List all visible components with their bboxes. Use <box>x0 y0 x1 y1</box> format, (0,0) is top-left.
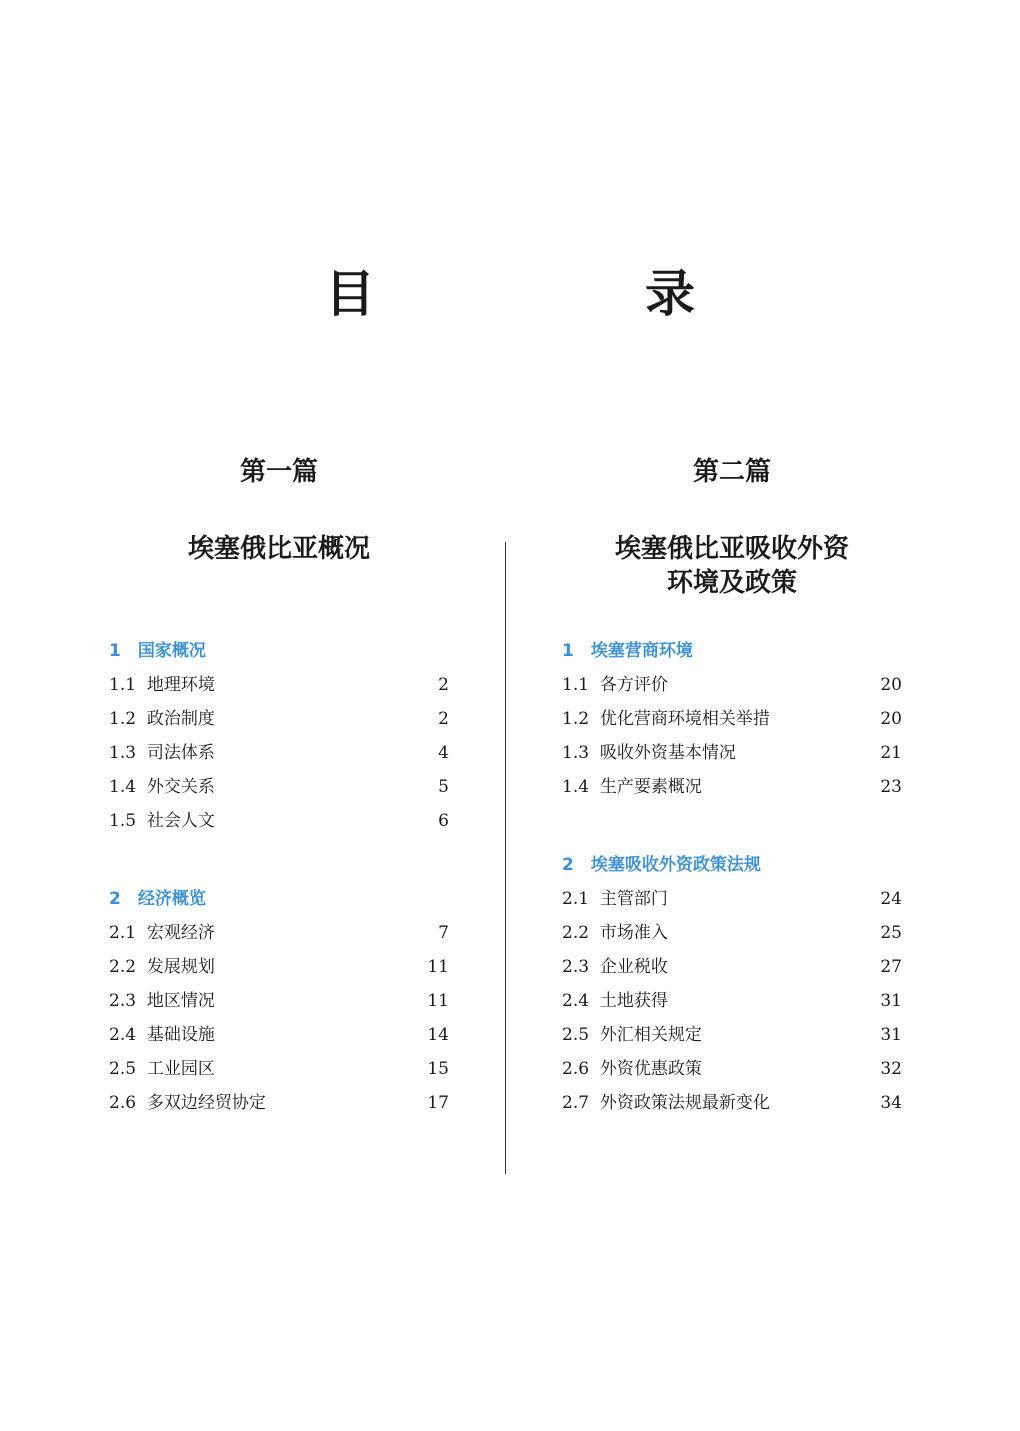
toc-entry-page-number: 17 <box>427 1093 449 1113</box>
toc-column-right <box>562 450 902 1164</box>
toc-entry[interactable] <box>562 1086 902 1120</box>
toc-entry-page-number: 24 <box>880 889 902 909</box>
section-heading[interactable]: 1 国家概况 <box>109 641 206 661</box>
toc-entry[interactable] <box>109 984 449 1018</box>
toc-entry-page-number: 11 <box>427 957 449 977</box>
toc-entry-title: 1.1 地理环境 <box>109 675 215 695</box>
toc-entry-title: 1.4 生产要素概况 <box>562 777 702 797</box>
toc-entry[interactable] <box>562 736 902 770</box>
toc-entry-page-number: 20 <box>880 709 902 729</box>
toc-entry-title: 2.6 外资优惠政策 <box>562 1059 702 1079</box>
toc-entry-title: 2.6 多双边经贸协定 <box>109 1093 266 1113</box>
toc-entry-page-number: 34 <box>880 1093 902 1113</box>
toc-entry-page-number: 32 <box>880 1059 902 1079</box>
toc-entry-title: 2.3 企业税收 <box>562 957 668 977</box>
toc-entry-title: 1.3 司法体系 <box>109 743 215 763</box>
page-title: 目 录 <box>325 264 805 323</box>
toc-entry-page-number: 5 <box>438 777 449 797</box>
toc-column-left <box>109 450 449 1164</box>
toc-sections <box>562 634 902 1120</box>
toc-entry-title: 1.1 各方评价 <box>562 675 668 695</box>
toc-entry[interactable] <box>109 804 449 838</box>
toc-entry-title: 2.5 外汇相关规定 <box>562 1025 702 1045</box>
column-divider <box>505 542 506 1174</box>
part-title-line: 埃塞俄比亚概况 <box>187 534 370 564</box>
toc-entry[interactable] <box>562 770 902 804</box>
part-title <box>109 532 449 634</box>
toc-entry-page-number: 14 <box>427 1025 449 1045</box>
toc-section <box>109 882 449 1120</box>
toc-entry-title: 1.3 吸收外资基本情况 <box>562 743 736 763</box>
toc-entry-page-number: 21 <box>880 743 902 763</box>
toc-entry[interactable] <box>562 984 902 1018</box>
toc-entry-page-number: 4 <box>438 743 449 763</box>
toc-entry-page-number: 20 <box>880 675 902 695</box>
toc-entry-title: 1.2 政治制度 <box>109 709 215 729</box>
toc-entry[interactable] <box>109 736 449 770</box>
toc-entry[interactable] <box>562 668 902 702</box>
toc-entry-page-number: 27 <box>880 957 902 977</box>
toc-entry-page-number: 15 <box>427 1059 449 1079</box>
toc-entry[interactable] <box>562 702 902 736</box>
toc-entry-page-number: 7 <box>438 923 449 943</box>
toc-entry-title: 2.2 市场准入 <box>562 923 668 943</box>
toc-section <box>562 634 902 804</box>
toc-entry[interactable] <box>109 770 449 804</box>
toc-entry[interactable] <box>109 950 449 984</box>
toc-entry[interactable] <box>562 1052 902 1086</box>
toc-sections <box>109 634 449 1120</box>
toc-entry[interactable] <box>109 668 449 702</box>
part-title-line: 埃塞俄比亚吸收外资 <box>614 534 849 564</box>
toc-entry-title: 1.5 社会人文 <box>109 811 215 831</box>
toc-entry-title: 2.2 发展规划 <box>109 957 215 977</box>
toc-entry-page-number: 2 <box>438 675 449 695</box>
toc-section <box>562 848 902 1120</box>
section-heading[interactable]: 1 埃塞营商环境 <box>562 641 693 661</box>
part-label: 第二篇 <box>692 457 771 487</box>
toc-entry-page-number: 25 <box>880 923 902 943</box>
toc-entry[interactable] <box>109 1086 449 1120</box>
toc-entry[interactable] <box>109 916 449 950</box>
toc-entry-title: 2.5 工业园区 <box>109 1059 215 1079</box>
toc-entry-page-number: 2 <box>438 709 449 729</box>
toc-entry[interactable] <box>562 916 902 950</box>
toc-entry-title: 2.1 主管部门 <box>562 889 668 909</box>
toc-entry[interactable] <box>562 882 902 916</box>
toc-entry-page-number: 23 <box>880 777 902 797</box>
toc-entry-page-number: 6 <box>438 811 449 831</box>
toc-entry-title: 2.7 外资政策法规最新变化 <box>562 1093 770 1113</box>
toc-entry[interactable] <box>109 702 449 736</box>
section-heading[interactable]: 2 埃塞吸收外资政策法规 <box>562 855 761 875</box>
toc-entry-page-number: 31 <box>880 991 902 1011</box>
section-heading[interactable]: 2 经济概览 <box>109 889 206 909</box>
part-title-line: 环境及政策 <box>666 568 797 598</box>
part-title <box>562 532 902 634</box>
toc-entry[interactable] <box>562 1018 902 1052</box>
toc-entry[interactable] <box>109 1052 449 1086</box>
toc-entry-title: 2.4 土地获得 <box>562 991 668 1011</box>
toc-entry-title: 2.1 宏观经济 <box>109 923 215 943</box>
toc-section <box>109 634 449 838</box>
toc-entry-title: 2.3 地区情况 <box>109 991 215 1011</box>
toc-entry-title: 1.4 外交关系 <box>109 777 215 797</box>
toc-entry-title: 1.2 优化营商环境相关举措 <box>562 709 770 729</box>
toc-entry-page-number: 11 <box>427 991 449 1011</box>
toc-entry-title: 2.4 基础设施 <box>109 1025 215 1045</box>
part-label: 第一篇 <box>239 457 318 487</box>
toc-entry[interactable] <box>562 950 902 984</box>
toc-entry-page-number: 31 <box>880 1025 902 1045</box>
toc-entry[interactable] <box>109 1018 449 1052</box>
